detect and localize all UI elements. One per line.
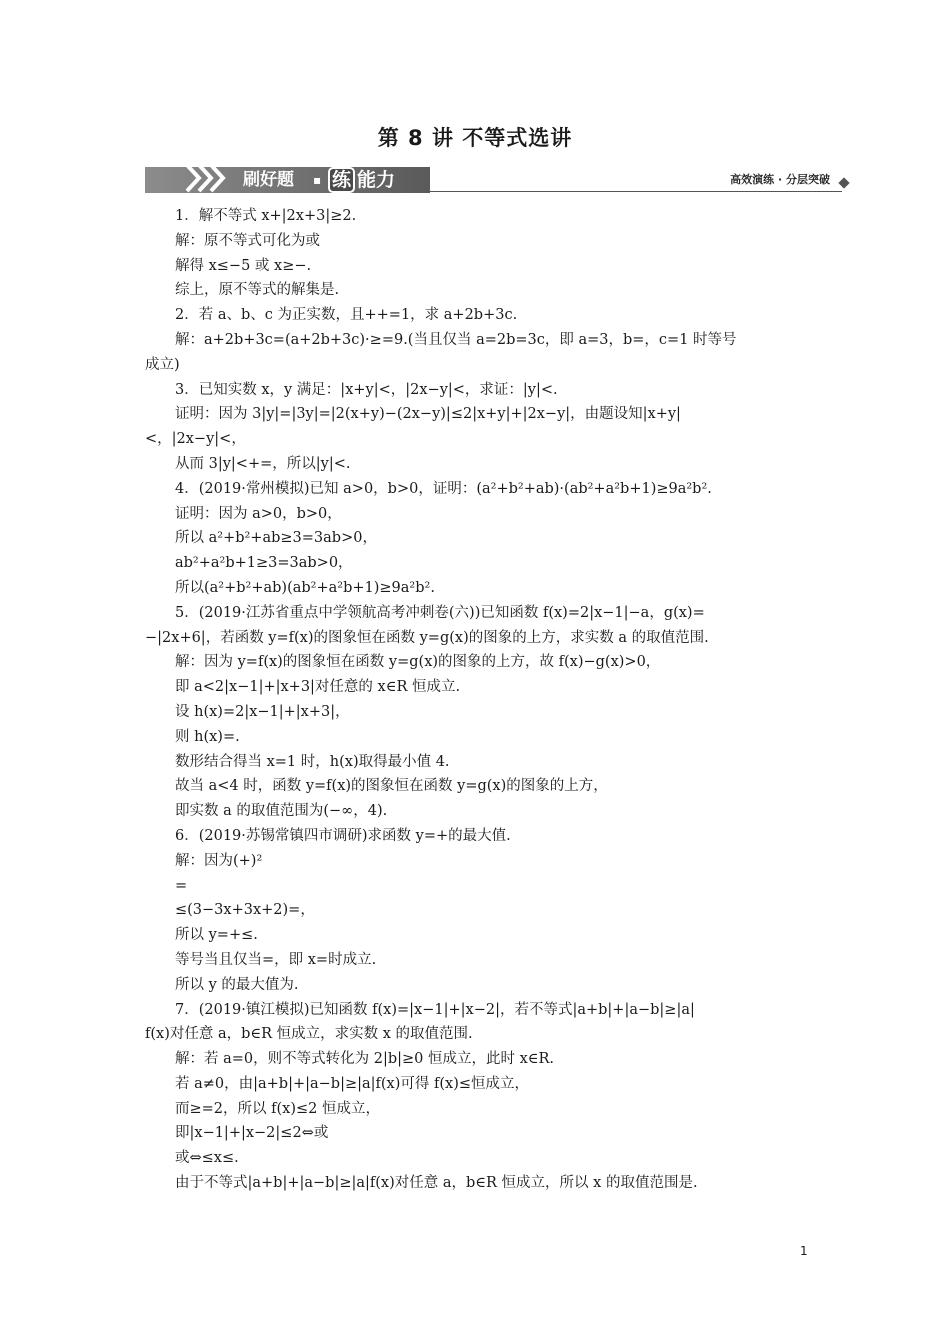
text-line: 所以(a²+b²+ab)(ab²+a²b+1)≥9a²b². [175, 579, 435, 596]
banner-emphasis [328, 165, 395, 195]
text-line: 综上，原不等式的解集是. [175, 282, 340, 299]
text-line: 5．(2019·江苏省重点中学领航高考冲刺卷(六))已知函数 f(x)=2|x−1|−a，g(x)= [175, 604, 705, 621]
text-line: 即实数 a 的取值范围为(−∞，4). [175, 803, 388, 820]
page-number: 1 [800, 1244, 808, 1258]
text-line: 解：因为 y=f(x)的图象恒在函数 y=g(x)的图象的上方，故 f(x)−g(x)>0， [175, 654, 661, 671]
text-line: 所以 y 的最大值为. [175, 976, 299, 993]
banner-emphasis-rest: 能力 [357, 169, 396, 191]
text-line: 6．(2019·苏锡常镇四市调研)求函数 y=+的最大值. [175, 827, 511, 844]
text-line: 数形结合得当 x=1 时，h(x)取得最小值 4. [175, 753, 450, 770]
banner-dot: ▪ [313, 173, 322, 187]
text-line: 设 h(x)=2|x−1|+|x+3|， [175, 703, 350, 720]
text-line: 解：原不等式可化为或 [175, 232, 320, 249]
text-line: 即|x−1|+|x−2|≤2⇔或 [175, 1125, 329, 1142]
page-title: 第 8 讲 不等式选讲 [377, 126, 573, 150]
text-line: ≤(3−3x+3x+2)=， [175, 902, 315, 919]
text-line: 解得 x≤−5 或 x≥−. [175, 257, 312, 274]
text-line: 或⇔≤x≤. [175, 1150, 239, 1167]
text-line: 从而 3|y|<+=，所以|y|<. [175, 455, 351, 472]
text-line: f(x)对任意 a，b∈R 恒成立，求实数 x 的取值范围. [145, 1026, 473, 1043]
text-line: −|2x+6|，若函数 y=f(x)的图象恒在函数 y=g(x)的图象的上方，求实数 a 的取值范围. [145, 629, 709, 646]
text-line: 解：若 a=0，则不等式转化为 2|b|≥0 恒成立，此时 x∈R. [175, 1051, 555, 1068]
text-line: 由于不等式|a+b|+|a−b|≥|a|f(x)对任意 a，b∈R 恒成立，所以 x 的取值范围是. [175, 1175, 698, 1192]
banner-subtitle: 高效演练 · 分层突破 [730, 173, 830, 186]
text-line: 7．(2019·镇江模拟)已知函数 f(x)=|x−1|+|x−2|，若不等式|a+b|+|a−b|≥|a| [175, 1001, 695, 1018]
text-line: 证明：因为 a>0，b>0， [175, 505, 342, 522]
text-line: 3．已知实数 x，y 满足：|x+y|<，|2x−y|<，求证：|y|<. [175, 381, 558, 398]
text-line: 成立) [145, 356, 180, 373]
text-line: ab²+a²b+1≥3=3ab>0， [175, 555, 353, 572]
text-line: 等号当且仅当=，即 x=时成立. [175, 951, 377, 968]
text-line: 若 a≠0，由|a+b|+|a−b|≥|a|f(x)可得 f(x)≤恒成立， [175, 1075, 530, 1092]
document-body [145, 204, 805, 1196]
banner-rule [430, 191, 842, 192]
text-line: 解：a+2b+3c=(a+2b+3c)·≥=9.(当且仅当 a=2b=3c，即 a=3，b=，c=1 时等号 [175, 331, 737, 348]
text-line: 2．若 a、b、c 为正实数，且++=1，求 a+2b+3c. [175, 307, 518, 324]
text-line: 所以 a²+b²+ab≥3=3ab>0， [175, 530, 377, 547]
banner-label: 刷好题 [243, 170, 294, 190]
text-line: 证明：因为 3|y|=|3y|=|2(x+y)−(2x−y)|≤2|x+y|+|2x−y|，由题设知|x+y| [175, 406, 681, 423]
text-line: 解：因为(+)² [175, 852, 263, 869]
text-line: 而≥=2，所以 f(x)≤2 恒成立， [175, 1100, 380, 1117]
text-line: = [175, 877, 188, 894]
text-line: 4．(2019·常州模拟)已知 a>0，b>0，证明：(a²+b²+ab)·(ab²+a²b+1)≥9a²b². [175, 480, 712, 497]
section-banner [145, 161, 850, 195]
text-line: 1．解不等式 x+|2x+3|≥2. [175, 208, 357, 224]
text-line: 故当 a<4 时，函数 y=f(x)的图象恒在函数 y=g(x)的图象的上方， [175, 778, 608, 795]
text-line: 则 h(x)=. [175, 728, 240, 745]
text-line: <，|2x−y|<， [145, 431, 246, 448]
text-line: 所以 y=+≤. [175, 927, 258, 944]
text-line: 即 a<2|x−1|+|x+3|对任意的 x∈R 恒成立. [175, 679, 461, 696]
banner-emphasis-box: 练 [328, 167, 355, 193]
diamond-icon [838, 177, 849, 188]
